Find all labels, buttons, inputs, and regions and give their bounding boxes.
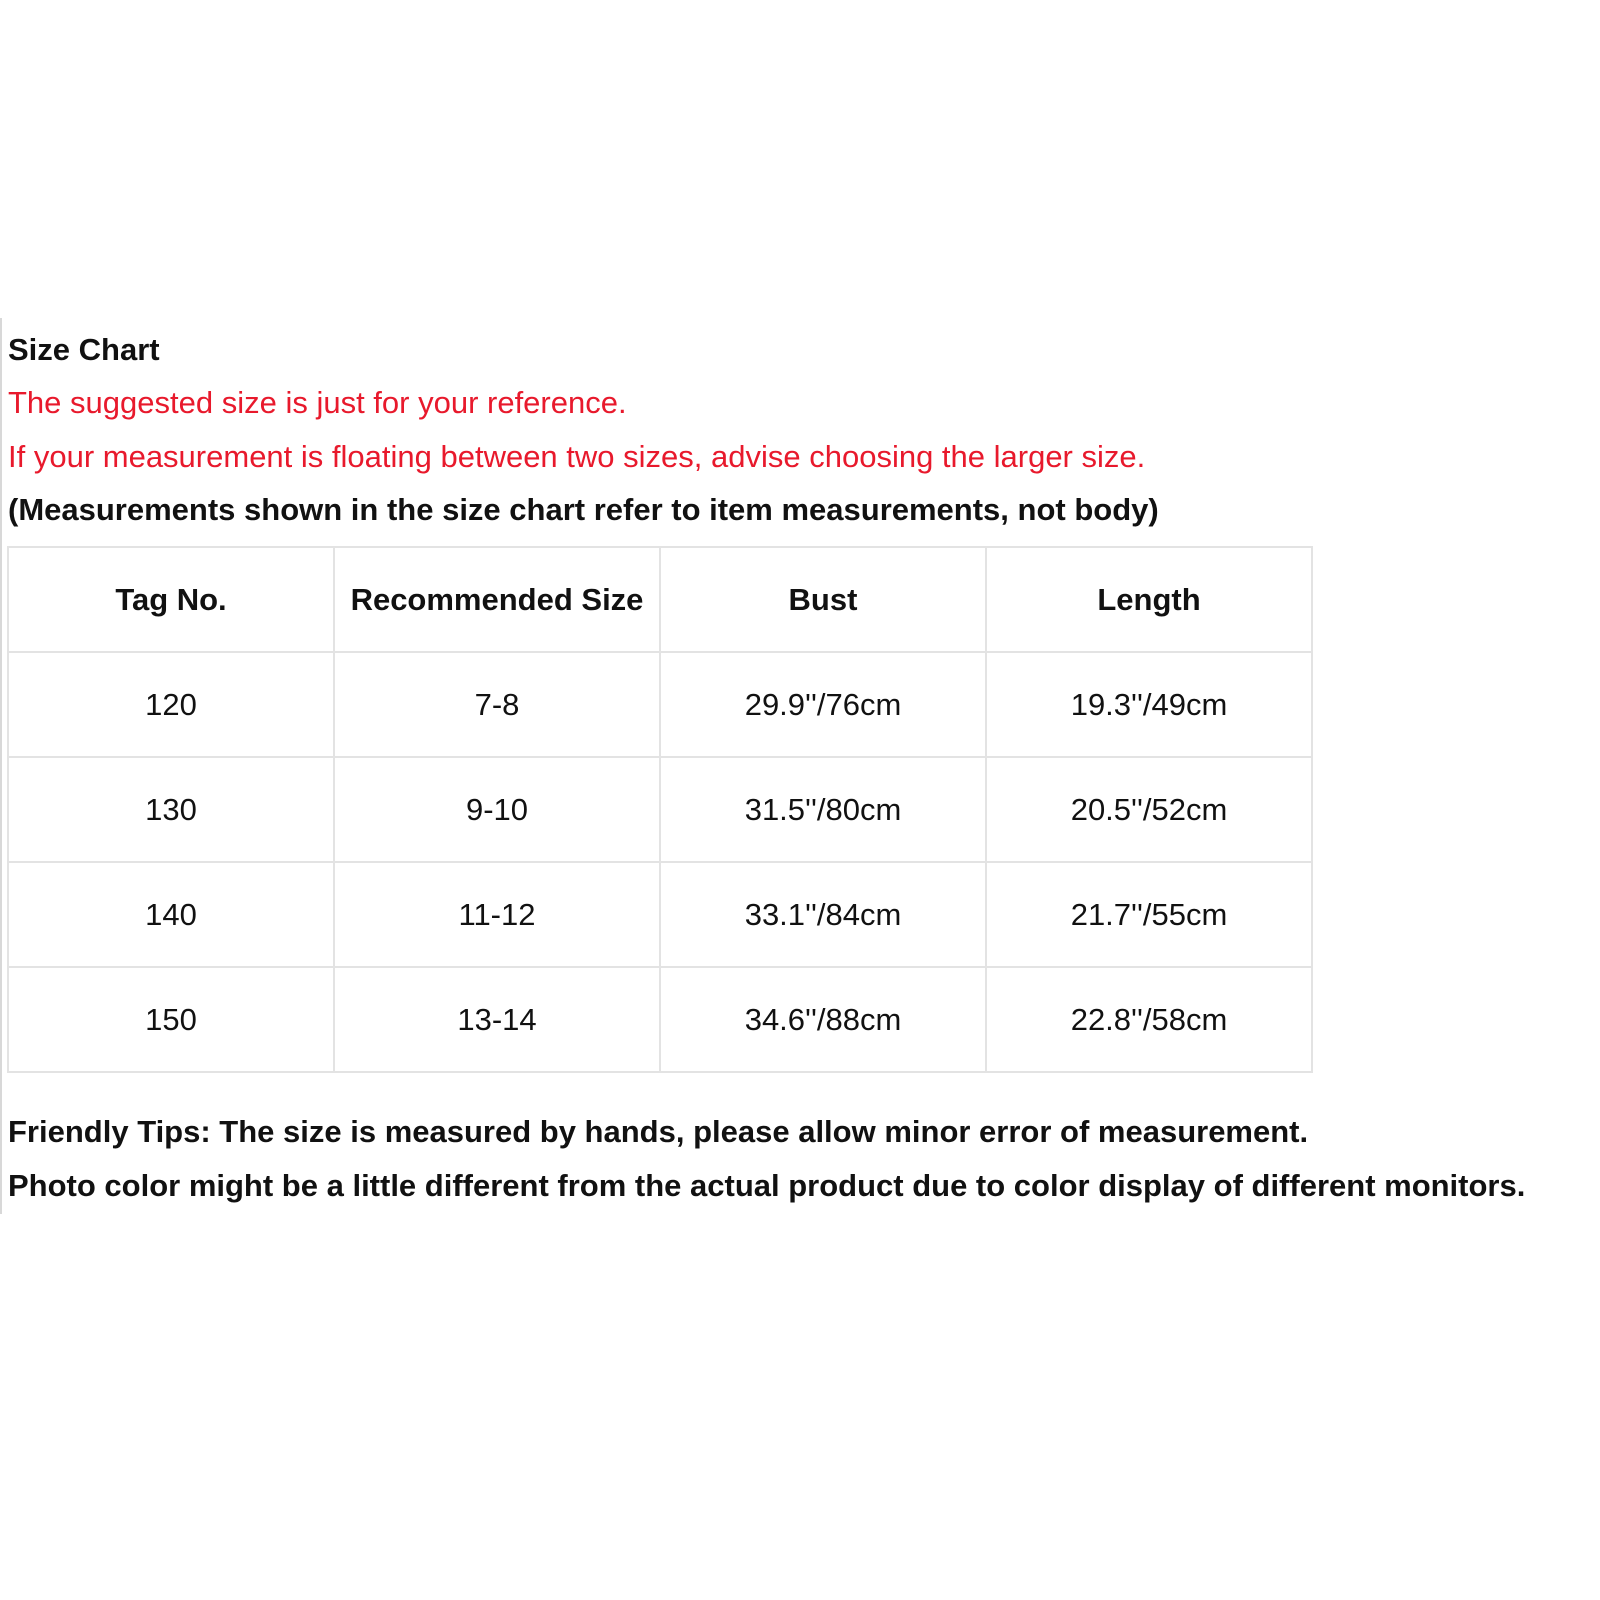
- cell-tag-no: 130: [8, 757, 334, 862]
- header-tag-no: Tag No.: [8, 547, 334, 652]
- cell-bust: 31.5''/80cm: [660, 757, 986, 862]
- table-row: [8, 862, 1312, 967]
- cell-bust: 34.6''/88cm: [660, 967, 986, 1072]
- cell-recommended-size: 11-12: [334, 862, 660, 967]
- cell-bust: 33.1''/84cm: [660, 862, 986, 967]
- header-length: Length: [986, 547, 1312, 652]
- cell-recommended-size: 9-10: [334, 757, 660, 862]
- header-bust: Bust: [660, 547, 986, 652]
- cell-tag-no: 140: [8, 862, 334, 967]
- cell-recommended-size: 7-8: [334, 652, 660, 757]
- size-table: [7, 546, 1313, 1073]
- page-title: Size Chart: [8, 332, 160, 367]
- cell-tag-no: 120: [8, 652, 334, 757]
- cell-length: 22.8''/58cm: [986, 967, 1312, 1072]
- left-divider: [0, 318, 2, 1214]
- table-row: [8, 652, 1312, 757]
- cell-length: 19.3''/49cm: [986, 652, 1312, 757]
- color-disclaimer: Photo color might be a little different from the actual product due to color display of different monitors.: [8, 1168, 1526, 1203]
- sizing-advice-note: If your measurement is floating between two sizes, advise choosing the larger size.: [8, 439, 1146, 474]
- table-header-row: [8, 547, 1312, 652]
- friendly-tip: Friendly Tips: The size is measured by hands, please allow minor error of measurement.: [8, 1114, 1309, 1149]
- reference-note: The suggested size is just for your reference.: [8, 385, 627, 420]
- measurement-note: (Measurements shown in the size chart refer to item measurements, not body): [8, 492, 1159, 527]
- cell-bust: 29.9''/76cm: [660, 652, 986, 757]
- cell-length: 21.7''/55cm: [986, 862, 1312, 967]
- cell-tag-no: 150: [8, 967, 334, 1072]
- cell-length: 20.5''/52cm: [986, 757, 1312, 862]
- cell-recommended-size: 13-14: [334, 967, 660, 1072]
- table-row: [8, 967, 1312, 1072]
- table-row: [8, 757, 1312, 862]
- header-recommended-size: Recommended Size: [334, 547, 660, 652]
